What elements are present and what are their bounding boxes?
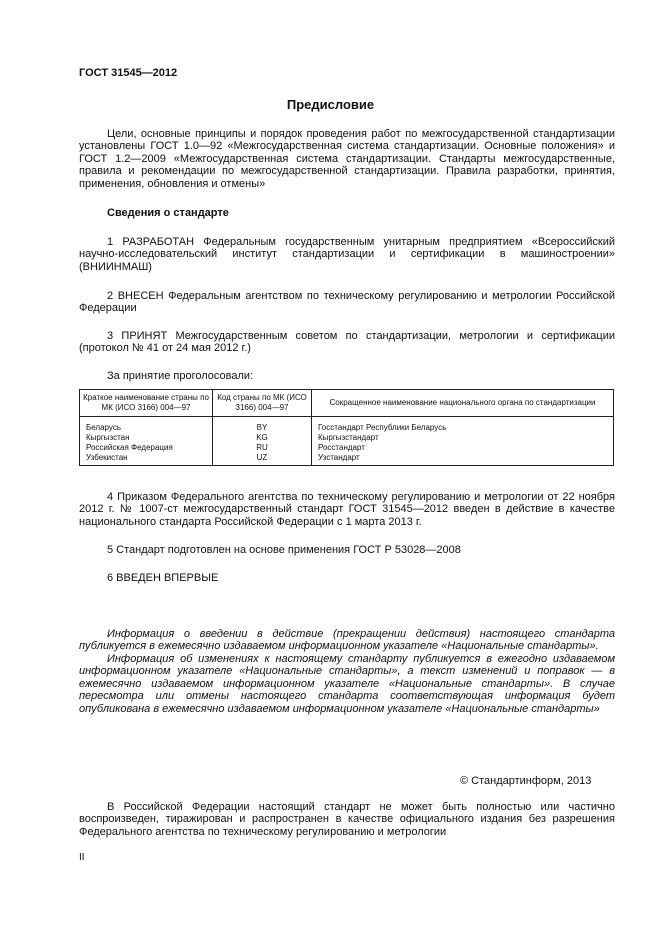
table-cell-body: Росстандарт xyxy=(312,443,614,453)
table-cell-body: Госстандарт Республики Беларусь xyxy=(312,417,614,434)
table-cell-body: Узстандарт xyxy=(312,453,614,466)
item-2-text: 2 ВНЕСЕН Федеральным агентством по техническому регулированию и метрологии Российской Федерации xyxy=(79,290,615,315)
table-header-country: Краткое наименование страны по МК (ИСО 3166) 004—97 xyxy=(80,390,213,417)
table-row xyxy=(80,433,614,443)
table-cell-country: Кыргызстан xyxy=(80,433,213,443)
item-6-text: 6 ВВЕДЕН ВПЕРВЫЕ xyxy=(107,572,219,584)
item-6 xyxy=(79,572,615,584)
item-5-text: 5 Стандарт подготовлен на основе применения ГОСТ Р 53028—2008 xyxy=(107,544,461,556)
item-4-text: 4 Приказом Федерального агентства по техническому регулированию и метрологии от 22 ноября 2012 г. № 1007-ст межгосударственный стандарт ГОСТ 31545—2012 введен в действие в качестве национального стандарта Российской Федерации с 1 марта 2013 г. xyxy=(79,491,615,528)
table-cell-code: UZ xyxy=(213,453,312,466)
table-cell-code: RU xyxy=(213,443,312,453)
item-5 xyxy=(79,544,615,556)
info-paragraph-2 xyxy=(79,653,615,715)
item-3-text: 3 ПРИНЯТ Межгосударственным советом по стандартизации, метрологии и сертификации (протокол № 41 от 24 мая 2012 г.) xyxy=(79,330,615,355)
table-cell-code: KG xyxy=(213,433,312,443)
section-title: Сведения о стандарте xyxy=(107,207,229,219)
voted-label xyxy=(79,370,615,382)
item-1 xyxy=(79,236,615,273)
info-2-text: Информация об изменениях к настоящему стандарту публикуется в ежегодно издаваемом информационном указателе «Национальные стандарты», а текст изменений и поправок — в ежемесячно издаваемом информационном указателе «Национальные стандарты». В случае пересмотра или отмены настоящего стандарта соответствующая информация будет опубликована в ежемесячно издаваемом информационном указателе «Национальные стандарты» xyxy=(79,653,615,715)
table-header-row xyxy=(80,390,614,417)
table-row xyxy=(80,443,614,453)
copyright: © Стандартинформ, 2013 xyxy=(460,775,592,787)
document-header: ГОСТ 31545—2012 xyxy=(79,67,178,79)
table-header-body: Сокращенное наименование национального органа по стандартизации xyxy=(312,390,614,417)
item-4 xyxy=(79,491,615,528)
item-3 xyxy=(79,330,615,355)
legal-notice xyxy=(79,801,615,838)
table-header-code: Код страны по МК (ИСО 3166) 004—97 xyxy=(213,390,312,417)
info-paragraph-1 xyxy=(79,628,615,653)
table-row xyxy=(80,453,614,466)
table-cell-body: Кыргызстандарт xyxy=(312,433,614,443)
table-cell-country: Российская Федерация xyxy=(80,443,213,453)
countries-table xyxy=(79,389,614,466)
page-number: II xyxy=(79,852,85,863)
voted-label-text: За принятие проголосовали: xyxy=(107,370,254,382)
intro-paragraph xyxy=(79,128,615,190)
legal-text: В Российской Федерации настоящий стандарт не может быть полностью или частично воспроизведен, тиражирован и распространен в качестве официального издания без разрешения Федерального агентства по техническому регулированию и метрологии xyxy=(79,801,615,838)
page-title: Предисловие xyxy=(286,97,375,112)
table-row xyxy=(80,417,614,434)
table-cell-country: Беларусь xyxy=(80,417,213,434)
intro-text: Цели, основные принципы и порядок проведения работ по межгосударственной стандартизации установлены ГОСТ 1.0—92 «Межгосударственная система стандартизации. Основные положения» и ГОСТ 1.2—2009 «Межгосударственная система стандартизации. Стандарты межгосударственные, правила и рекомендации по межгосударственной стандартизации. Правила разработки, принятия, применения, обновления и отмены» xyxy=(79,128,615,190)
item-1-text: 1 РАЗРАБОТАН Федеральным государственным унитарным предприятием «Всероссийский научно-исследовательский институт стандартизации и сертификации в машиностроении» (ВНИИНМАШ) xyxy=(79,236,615,273)
item-2 xyxy=(79,290,615,315)
table-cell-country: Узбекистан xyxy=(80,453,213,466)
info-1-text: Информация о введении в действие (прекращении действия) настоящего стандарта публикуется в ежемесячно издаваемом информационном указателе «Национальные стандарты». xyxy=(79,628,615,653)
table-cell-code: BY xyxy=(213,417,312,434)
